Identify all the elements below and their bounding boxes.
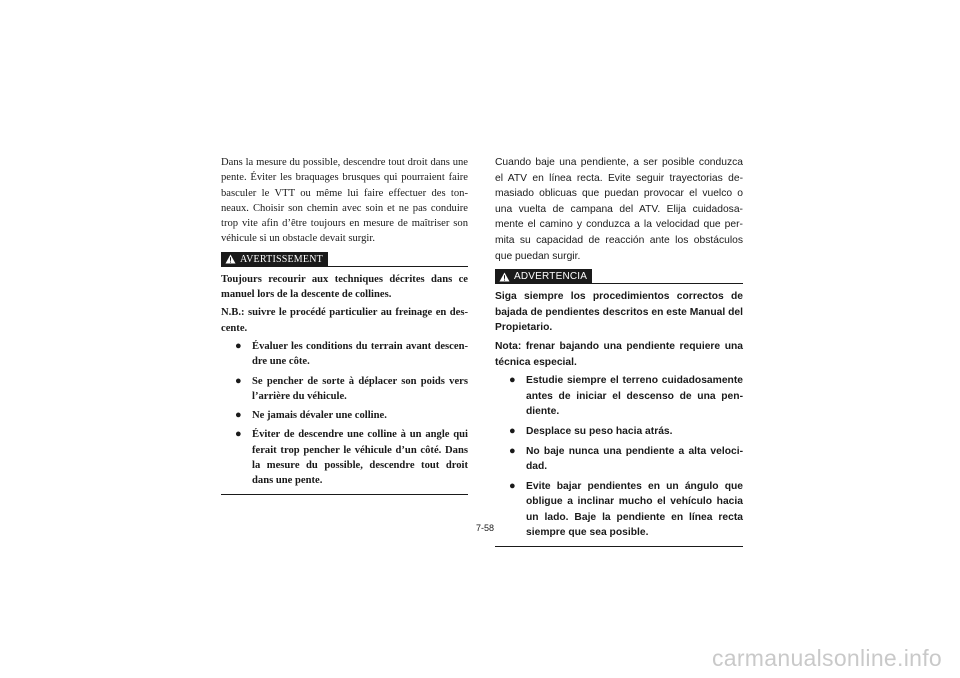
list-item xyxy=(235,427,468,488)
bullet-icon: ● xyxy=(235,428,242,441)
spanish-warning-badge xyxy=(495,269,592,284)
french-end-rule xyxy=(221,494,468,495)
spanish-warning-rule xyxy=(592,283,743,284)
spanish-warning-label: ADVERTENCIA xyxy=(514,270,588,282)
french-note: N.B.: suivre le procédé particulier au freinage en des-cente. xyxy=(221,307,468,334)
list-item-text: Evite bajar pendientes en un ángulo que obligue a inclinar mucho el vehículo hacia un lado. Baje la pendiente en línea recta siempre que sea posible. xyxy=(526,480,743,539)
spanish-warning-body xyxy=(495,289,743,541)
french-warning-rule xyxy=(328,266,468,267)
list-item xyxy=(509,373,743,420)
list-item-text: Évaluer les conditions du terrain avant descen-dre une côte. xyxy=(252,340,468,368)
page-number: 7-58 xyxy=(475,523,494,533)
spanish-warning-text: Siga siempre los procedimientos correctos de bajada de pendientes descritos en este Manual del Propietario. xyxy=(495,291,743,334)
list-item-text: Estudie siempre el terreno cuidadosamente antes de iniciar el descenso de una pen-diente. xyxy=(526,375,743,418)
bullet-icon: ● xyxy=(235,339,242,352)
list-item xyxy=(509,479,743,541)
french-column xyxy=(221,155,468,495)
watermark: carmanualsonline.info xyxy=(711,645,942,671)
spanish-warning-header xyxy=(495,268,743,285)
spanish-column xyxy=(495,155,743,547)
list-item xyxy=(509,424,743,440)
list-item-text: Éviter de descendre une colline à un angle qui ferait trop pencher le véhicule d’un côté. Dans la mesure du possible, descendre tout droit dans une pente. xyxy=(252,429,468,487)
french-warning-header xyxy=(221,251,468,268)
warning-triangle-icon xyxy=(225,254,236,264)
bullet-icon: ● xyxy=(235,409,242,422)
french-bullet-list xyxy=(221,339,468,489)
list-item-text: No baje nunca una pendiente a alta veloci-dad. xyxy=(526,445,743,473)
bullet-icon: ● xyxy=(509,374,516,387)
french-warning-body xyxy=(221,272,468,489)
list-item xyxy=(509,444,743,475)
list-item-text: Ne jamais dévaler une colline. xyxy=(252,410,387,422)
bullet-icon: ● xyxy=(235,374,242,387)
list-item xyxy=(235,374,468,405)
list-item-text: Se pencher de sorte à déplacer son poids vers l’arrière du véhicule. xyxy=(252,375,468,402)
list-item xyxy=(235,408,468,423)
french-warning-text: Toujours recourir aux techniques décrites dans ce manuel lors de la descente de collines. xyxy=(221,273,468,301)
french-warning-badge xyxy=(221,252,328,267)
spanish-intro-paragraph: Cuando baje una pendiente, a ser posible conduzca el ATV en línea recta. Evite seguir trayectorias de-masiado oblicuas que puedan provocar el vuelco o una vuelta de campana del ATV. Elija cuidadosa-mente el camino y conduzca a la velocidad que per-mita su capacidad de reacción ante los obstáculos que puedan surgir. xyxy=(495,157,743,262)
bullet-icon: ● xyxy=(509,424,516,437)
bullet-icon: ● xyxy=(509,479,516,492)
spanish-bullet-list xyxy=(495,373,743,541)
spanish-end-rule xyxy=(495,546,743,547)
french-intro-paragraph: Dans la mesure du possible, descendre tout droit dans une pente. Éviter les braquages brusques qui pourraient faire basculer le VTT ou même lui faire effectuer des ton-neaux. Choisir son chemin avec soin et ne pas conduire trop vite afin d’être toujours en mesure de maîtriser son véhicule si un obstacle devait surgir. xyxy=(221,157,468,245)
french-warning-label: AVERTISSEMENT xyxy=(240,253,323,265)
warning-triangle-icon xyxy=(499,272,510,282)
spanish-note: Nota: frenar bajando una pendiente requiere una técnica especial. xyxy=(495,340,743,368)
list-item-text: Desplace su peso hacia atrás. xyxy=(526,425,673,437)
list-item xyxy=(235,339,468,370)
bullet-icon: ● xyxy=(509,444,516,457)
